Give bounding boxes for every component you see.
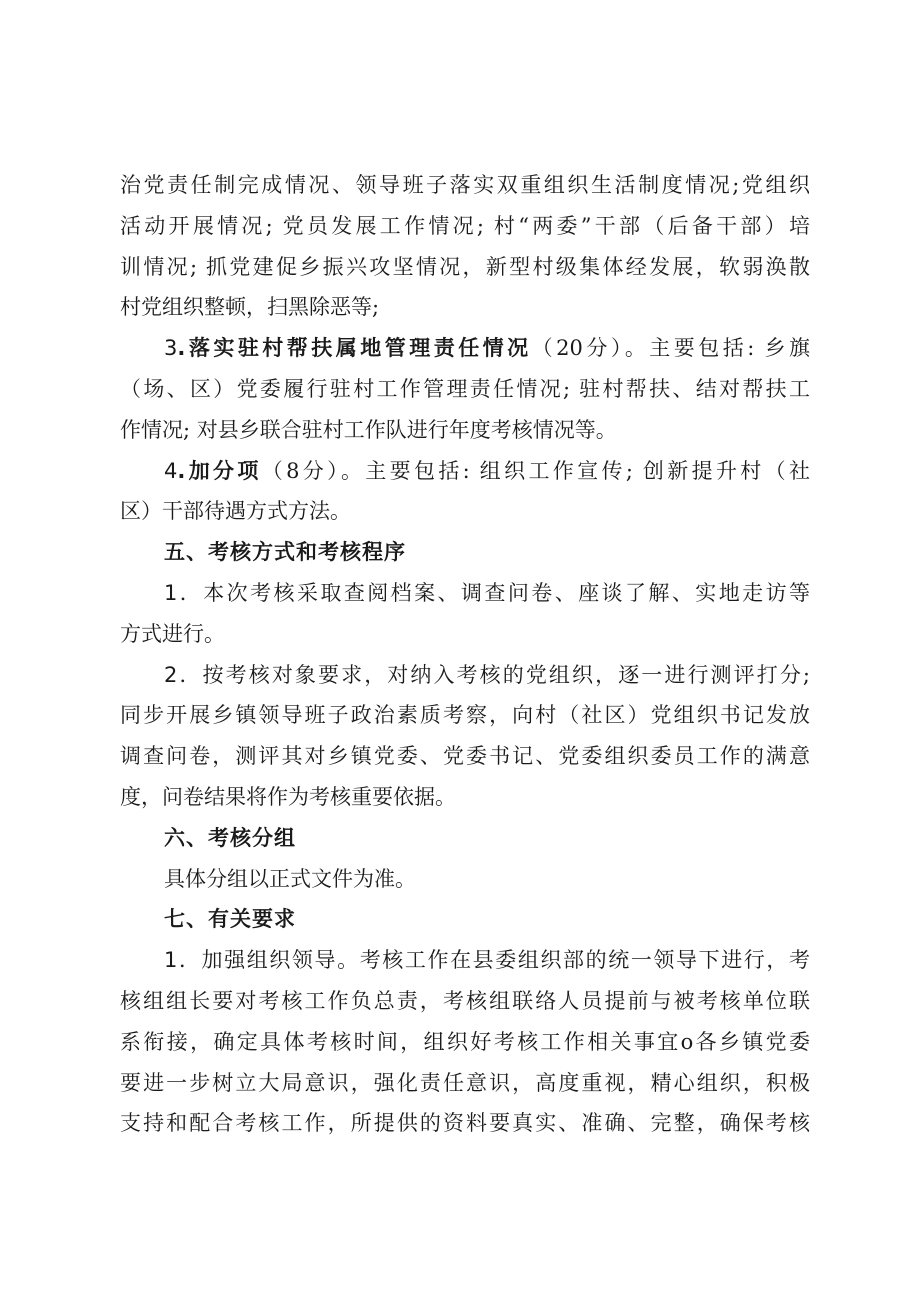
section-7-item-1: [120, 940, 810, 1144]
item-text: ．本次考核采取查阅档案、调查问卷、座谈了解、实地走访等: [177, 580, 810, 605]
paragraph-continuation: [120, 165, 810, 328]
item-4-first-line: [120, 451, 810, 492]
text-line: 调查问卷，测评其对乡镇党委、党委书记、党委组织委员工作的满意: [120, 744, 810, 769]
text-line: 同步开展乡镇领导班子政治素质考察，向村（社区）党组织书记发放: [120, 703, 810, 728]
text-line: 要进一步树立大局意识，强化责任意识，高度重视，精心组织，积极: [120, 1070, 810, 1095]
item-title: .加分项: [177, 458, 262, 483]
text-line: 方式进行。: [120, 621, 225, 646]
item-number: 1: [164, 580, 178, 605]
item-number: 2: [164, 662, 178, 687]
item-title: .落实驻村帮扶属地管理责任情况: [177, 336, 532, 361]
text-line: 作情况; 对县乡联合驻村工作队进行年度考核情况等。: [120, 417, 617, 442]
item-text: ．加强组织领导。考核工作在县委组织部的统一领导下进行，考: [177, 948, 810, 973]
item-first-line: [120, 940, 810, 981]
item-4: [120, 451, 810, 533]
section-5: [120, 532, 810, 818]
document-page: [120, 165, 810, 1144]
text-line: 训情况; 抓党建促乡振兴攻坚情况，新型村级集体经发展，软弱涣散: [120, 254, 810, 279]
item-first-line: [120, 655, 810, 696]
item-number: 4: [164, 458, 178, 483]
text-line: （场、区）党委履行驻村工作管理责任情况; 驻村帮扶、结对帮扶工: [120, 376, 810, 401]
section-6: [120, 818, 810, 900]
text-line: 区）干部待遇方式方法。: [120, 499, 351, 524]
item-text: （8分）。主要包括: 组织工作宣传; 创新提升村（社: [261, 458, 810, 483]
section-body: 具体分组以正式文件为准。: [164, 866, 416, 891]
item-number: 1: [164, 948, 178, 973]
text-line: 活动开展情况; 党员发展工作情况; 村“两委”干部（后备干部）培: [120, 213, 810, 238]
section-heading: 七、有关要求: [164, 907, 296, 932]
item-3: [120, 328, 810, 450]
text-line: 度，问卷结果将作为考核重要依据。: [120, 784, 456, 809]
section-heading: 六、考核分组: [164, 825, 296, 850]
item-number: 3: [164, 336, 178, 361]
section-5-item-1: [120, 573, 810, 655]
section-heading: 五、考核方式和考核程序: [164, 540, 406, 565]
section-5-item-2: [120, 655, 810, 818]
text-line: 治党责任制完成情况、领导班子落实双重组织生活制度情况;党组织: [120, 173, 810, 197]
text-line: 核组组长要对考核工作负总责，考核组联络人员提前与被考核单位联: [120, 988, 810, 1013]
section-7: [120, 899, 810, 1144]
item-text: （20分）。主要包括: 乡旗: [531, 336, 810, 361]
item-3-first-line: [120, 328, 810, 369]
item-first-line: [120, 573, 810, 614]
item-text: ．按考核对象要求，对纳入考核的党组织，逐一进行测评打分;: [177, 662, 810, 687]
text-line: 村党组织整顿，扫黑除恶等;: [120, 295, 380, 320]
text-line: 支持和配合考核工作，所提供的资料要真实、准确、完整，确保考核: [120, 1111, 810, 1136]
text-line: 系衔接，确定具体考核时间，组织好考核工作相关事宜o各乡镇党委: [120, 1029, 810, 1054]
